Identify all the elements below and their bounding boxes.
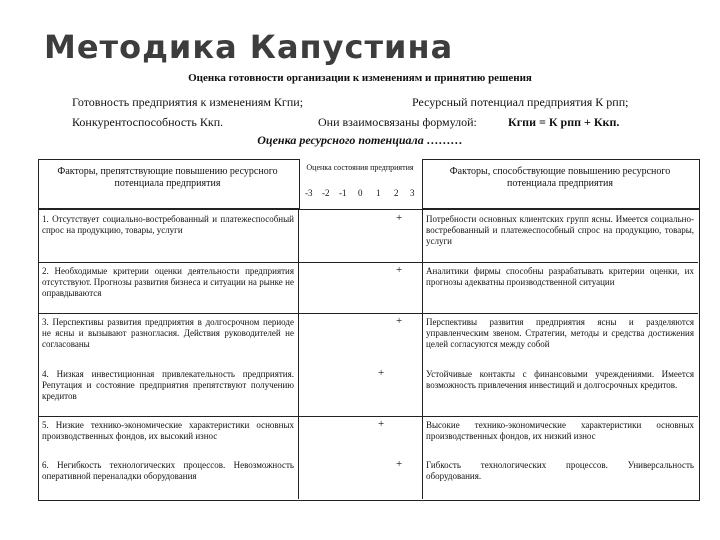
relation-line: Они взаимосвязаны формулой: bbox=[318, 115, 477, 129]
hindering-factor-4: 4. Низкая инвестиционная привлекательность предприятия. Репутация и состояние предприятия препятствуют получению кредитов bbox=[42, 369, 294, 401]
competitiveness-line: Конкурентоспособность Ккп. bbox=[72, 115, 224, 129]
scale-label: -2 bbox=[322, 188, 330, 198]
formula-text: Кгпи = К рпп + Ккп. bbox=[508, 115, 620, 129]
score-mark-1: + bbox=[396, 212, 403, 224]
favoring-factor-5: Высокие технико-экономические характеристики основных производственных фондов, их низкий износ bbox=[426, 420, 694, 441]
scale-label: -1 bbox=[339, 188, 347, 198]
favoring-factor-1: Потребности основных клиентских групп ясны. Имеется социально-востребованный и платежеспособный спрос на продукцию, товары, услуги bbox=[426, 214, 694, 246]
hindering-factor-1: 1. Отсутствует социально-востребованный и платежеспособный спрос на продукцию, товары, услуги bbox=[42, 214, 294, 235]
score-mark-5: + bbox=[378, 418, 385, 430]
score-mark-4: + bbox=[378, 367, 385, 379]
scale-label: -3 bbox=[305, 188, 313, 198]
favoring-factor-6: Гибкость технологических процессов. Универсальность оборудования. bbox=[426, 460, 694, 481]
table-body-frame bbox=[38, 209, 700, 501]
score-mark-2: + bbox=[396, 264, 403, 276]
score-mark-6: + bbox=[396, 458, 403, 470]
slide-title: Методика Капустина bbox=[44, 28, 454, 66]
readiness-line: Готовность предприятия к изменениям Кгпи; bbox=[72, 95, 304, 109]
score-mark-3: + bbox=[396, 315, 403, 327]
favoring-factor-2: Аналитики фирмы способны разрабатывать критерии оценки, их прогнозы адекватны производственной ситуации bbox=[426, 266, 694, 287]
header-hindering-factors: Факторы, препятствующие повышению ресурсного потенциала предприятия bbox=[57, 166, 278, 189]
hindering-factor-3: 3. Перспективы развития предприятия в долгосрочном периоде не ясны и вызывают разногласия. Действия руководителей не согласованы bbox=[42, 317, 294, 349]
resource-line: Ресурсный потенциал предприятия К рпп; bbox=[412, 95, 629, 109]
scale-label: 1 bbox=[376, 188, 381, 198]
hindering-factor-5: 5. Низкие технико-экономические характеристики основных производственных фондов, их высокий износ bbox=[42, 420, 294, 441]
hindering-factor-6: 6. Негибкость технологических процессов. Невозможность оперативной переналадки оборудования bbox=[42, 460, 294, 481]
favoring-factor-4: Устойчивые контакты с финансовыми учреждениями. Имеется возможность привлечения инвестиций и долгосрочных кредитов. bbox=[426, 369, 694, 390]
scale-label: 0 bbox=[358, 188, 363, 198]
scale-label: 2 bbox=[394, 188, 399, 198]
doc-heading: Оценка готовности организации к изменениям и принятию решения bbox=[188, 72, 532, 84]
header-favoring-factors: Факторы, способствующие повышению ресурсного потенциала предприятия bbox=[449, 166, 671, 189]
favoring-factor-3: Перспективы развития предприятия ясны и разделяются управленческим звеном. Стратегии, методы и средства достижения целей согласуются между собой bbox=[426, 317, 694, 349]
header-state-assessment: Оценка состояния предприятия bbox=[306, 163, 414, 172]
hindering-factor-2: 2. Необходимые критерии оценки деятельности предприятия отсутствуют. Прогнозы развития бизнеса и ситуации на рынке не оправдываются bbox=[42, 266, 294, 298]
scale-label: 3 bbox=[410, 188, 415, 198]
evaluation-title: Оценка ресурсного потенциала ……… bbox=[257, 133, 463, 147]
